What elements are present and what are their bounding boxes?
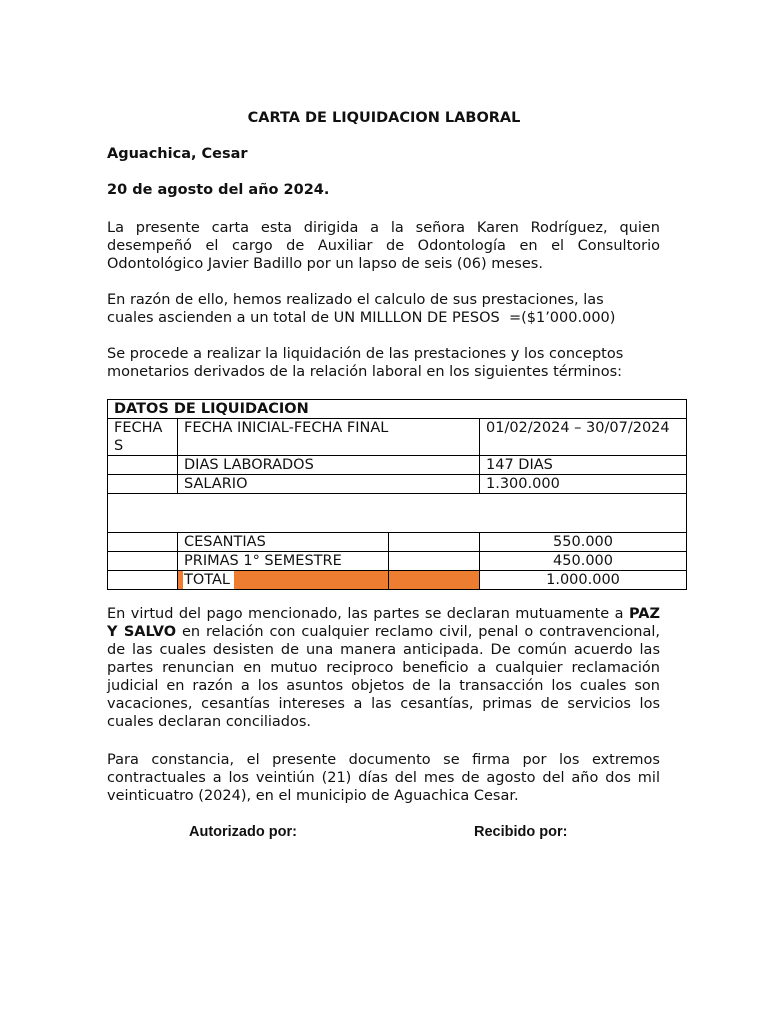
highlight-fill (234, 571, 388, 589)
table-cell-label (108, 456, 178, 475)
intro-paragraph (107, 219, 660, 273)
liquidation-table (107, 399, 687, 590)
table-cell-empty (389, 552, 480, 571)
table-row (108, 456, 687, 475)
table-cell-amount: 450.000 (480, 552, 687, 571)
table-spacer-row (108, 494, 687, 533)
authorized-by-label: Autorizado por: (189, 824, 297, 840)
table-header: DATOS DE LIQUIDACION (108, 400, 687, 419)
table-row (108, 475, 687, 494)
table-cell-label: FECHAS (108, 419, 178, 456)
table-header-row (108, 400, 687, 419)
table-cell-total-amount: 1.000.000 (480, 571, 687, 590)
procedure-paragraph-line-2: monetarios derivados de la relación laboral en los siguientes términos: (107, 364, 623, 380)
highlight-mark (178, 571, 183, 589)
table-cell-empty (108, 552, 178, 571)
release-text-start: En virtud del pago mencionado, las partes se declaran mutuamente a (107, 606, 629, 622)
table-cell-concept: DIAS LABORADOS (178, 456, 480, 475)
table-cell-value: 1.300.000 (480, 475, 687, 494)
table-spacer-cell (108, 494, 687, 533)
total-paragraph-line-1: En razón de ello, hemos realizado el calculo de sus prestaciones, las (107, 292, 604, 308)
table-cell-empty (108, 533, 178, 552)
procedure-paragraph-line-1: Se procede a realizar la liquidación de las prestaciones y los conceptos (107, 346, 624, 362)
closing-text: Para constancia, el presente documento se firma por los extremos contractuales a los veintiún (21) días del mes de agosto del año dos mil veinticuatro (2024), en el municipio de Aguachica Cesar. (107, 752, 660, 804)
table-cell-empty (108, 571, 178, 590)
table-row (108, 552, 687, 571)
table-cell-highlight (389, 571, 480, 590)
total-paragraph-line-2: cuales ascienden a un total de UN MILLLON DE PESOS =($1’000.000) (107, 310, 616, 326)
release-text-end: en relación con cualquier reclamo civil, penal o contravencional, de las cuales desisten de una manera anticipada. De común acuerdo las partes renuncian en mutuo reciproco beneficio a cualquier reclamación judicial en razón a los asuntos objetos de la transacción los cuales son vacaciones, cesantías intereses a las cesantías, primas de servicios los cuales declaran conciliados. (107, 624, 661, 730)
table-cell-empty (389, 533, 480, 552)
place-line: Aguachica, Cesar (107, 146, 248, 162)
table-cell-total-label (178, 571, 389, 590)
table-cell-item: PRIMAS 1° SEMESTRE (178, 552, 389, 571)
closing-paragraph (107, 751, 660, 805)
release-paragraph (107, 605, 660, 731)
release-text-bold: PAZ Y SALVO (107, 606, 660, 640)
table-total-row (108, 571, 687, 590)
date-line: 20 de agosto del año 2024. (107, 182, 330, 198)
procedure-paragraph (107, 345, 660, 381)
total-paragraph (107, 291, 660, 327)
table-cell-label (108, 475, 178, 494)
table-cell-concept: FECHA INICIAL-FECHA FINAL (178, 419, 480, 456)
table-cell-item: CESANTIAS (178, 533, 389, 552)
table-cell-value: 01/02/2024 – 30/07/2024 (480, 419, 687, 456)
document-title: CARTA DE LIQUIDACION LABORAL (247, 110, 521, 126)
intro-text: La presente carta esta dirigida a la señora Karen Rodríguez, quien desempeñó el cargo de Auxiliar de Odontología en el Consultorio Odontológico Javier Badillo por un lapso de seis (06) meses. (107, 220, 660, 272)
table-row (108, 419, 687, 456)
total-label: TOTAL (184, 572, 230, 588)
table-cell-value: 147 DIAS (480, 456, 687, 475)
received-by-label: Recibido por: (474, 824, 568, 840)
table-cell-concept: SALARIO (178, 475, 480, 494)
table-cell-amount: 550.000 (480, 533, 687, 552)
table-row (108, 533, 687, 552)
